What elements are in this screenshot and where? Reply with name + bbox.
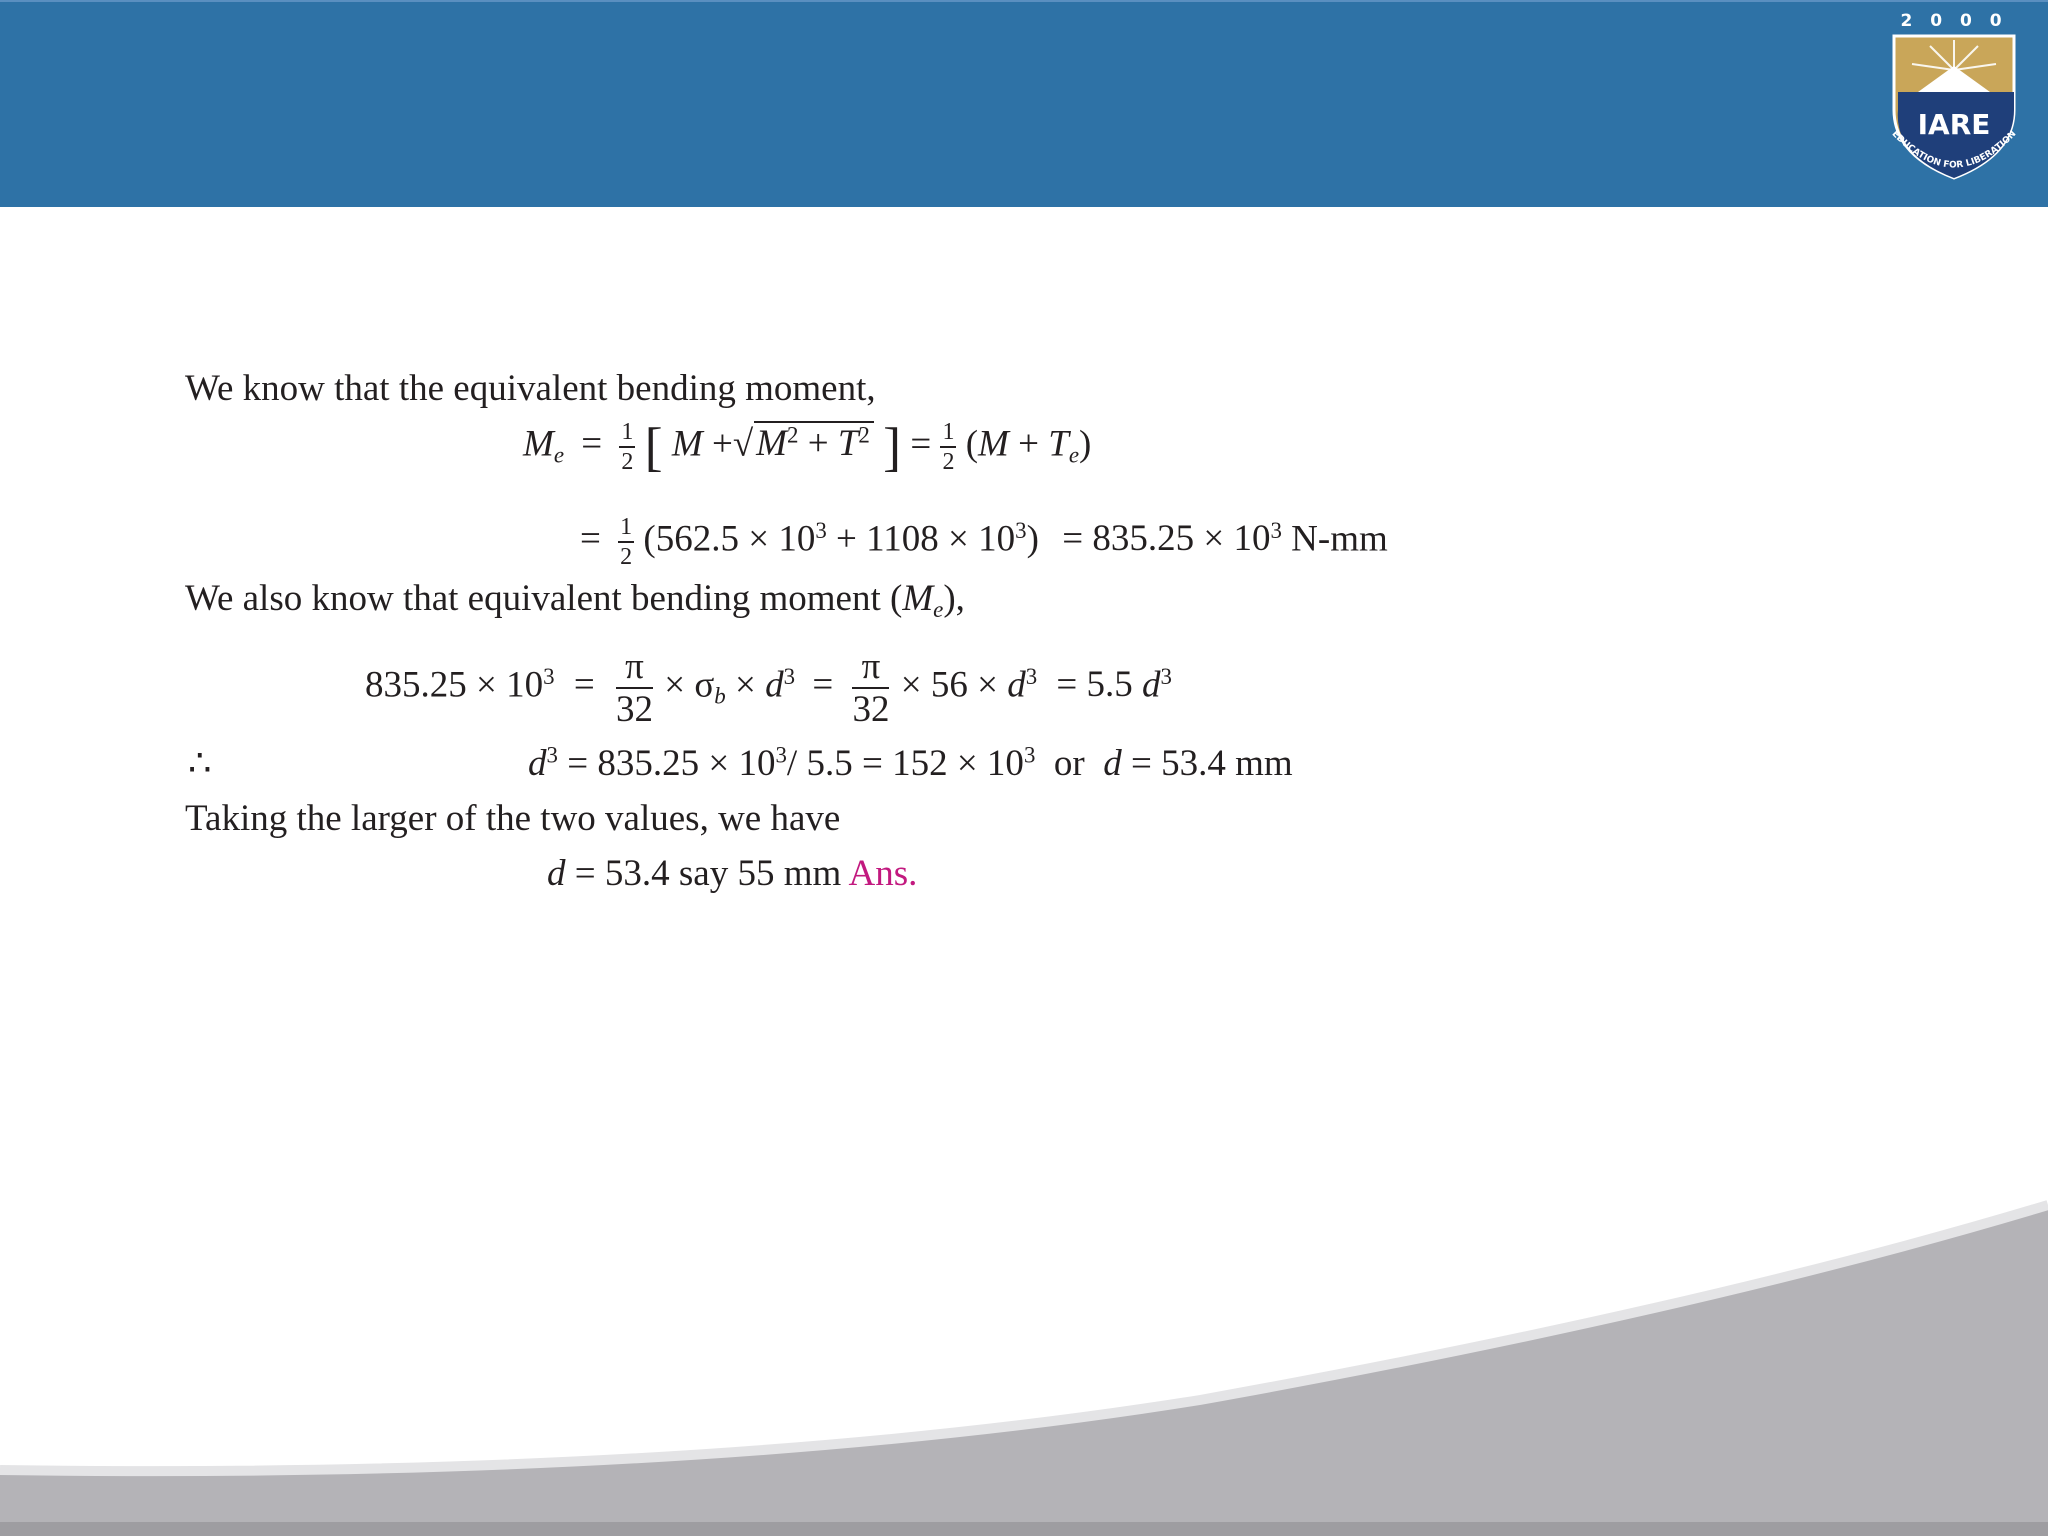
equation-1: $M_e$ = $\frac{1}{2}$ [ $M +√M^2 + T^2$ ] = $\frac{1}{2}$ $(M + T_e)$ xyxy=(523,417,1092,477)
ans-label: Ans. xyxy=(848,853,918,894)
logo-motto: EDUCATION FOR LIBERATION xyxy=(1889,129,2019,171)
intro-text-1: We know that the equivalent bending moment, xyxy=(185,368,876,409)
equation-2: = $\frac{1}{2}$ $(562.5 \times 10^3 + 1108 \times 10^3) = 835.25 \times 10^3$ N-mm xyxy=(580,514,1388,570)
equation-4: $d^3 = 835.25 \times 10^3/$ $5.5 = 152 \times 10^3$ or d = 53.4 mm xyxy=(528,742,1293,784)
logo-year: 2 0 0 0 xyxy=(1900,11,2008,31)
intro-text-2: We also know that equivalent bending moment $(M_e)$, xyxy=(185,578,965,622)
therefore-symbol: ∴ xyxy=(188,743,212,784)
bottom-swoosh xyxy=(0,1180,2048,1536)
intro-text-3: Taking the larger of the two values, we have xyxy=(185,798,841,839)
logo-text: IARE xyxy=(1917,108,1991,141)
final-answer: d = 53.4 say 55 mm Ans. xyxy=(547,853,918,894)
header-bar xyxy=(0,0,2048,207)
iare-logo xyxy=(1860,0,2048,207)
equation-3: $835.25 \times 10^3$ = $\frac{\pi}{32}$ × $\sigma_b \times d^3$ = $\frac{\pi}{32}$ × $56 \times d^3 = 5.5$ $d^3$ xyxy=(365,646,1173,730)
